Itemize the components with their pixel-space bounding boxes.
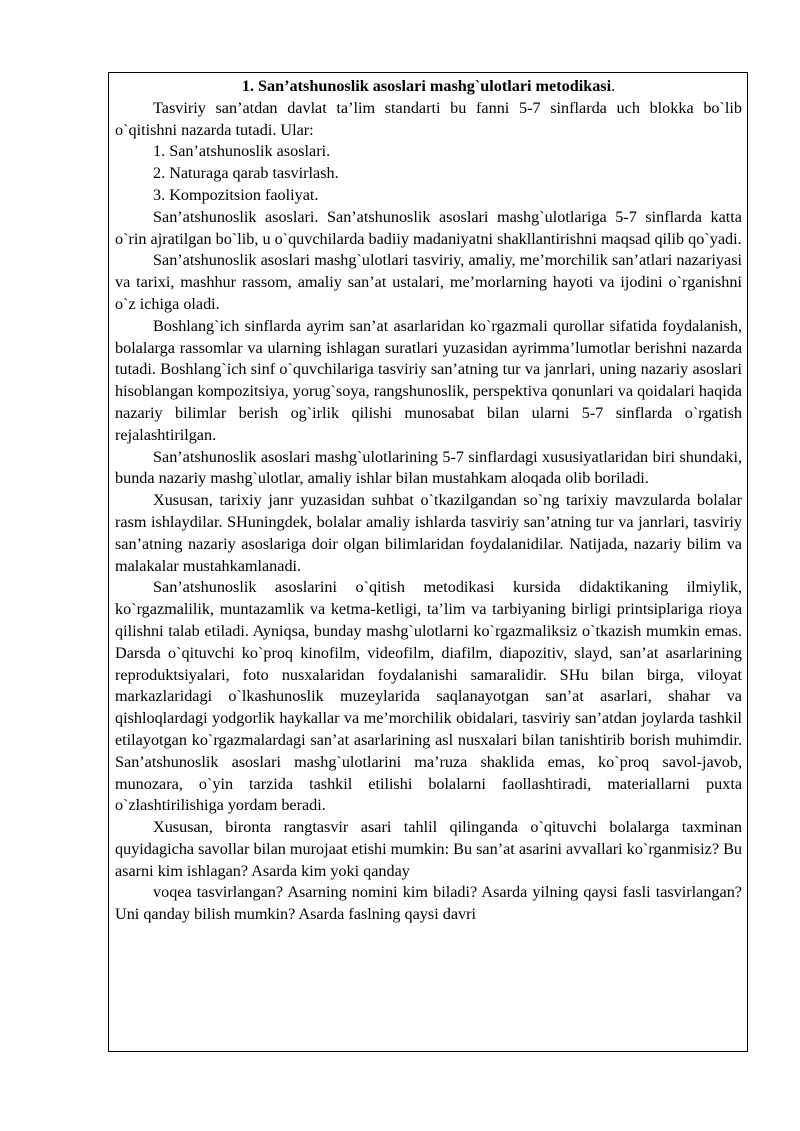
paragraph: San’atshunoslik asoslari mashg`ulotlarining 5-7 sinflardagi xususiyatlaridan biri shundaki, bunda nazariy mashg`ulotlar, amaliy ishlar bilan mustahkam aloqada olib boriladi. <box>115 447 742 488</box>
list-item-1: 1. San’atshunoslik asoslari. <box>153 142 331 161</box>
paragraph: San’atshunoslik asoslari mashg`ulotlari tasviriy, amaliy, me’morchilik san’atlari nazariyasi va tarixi, mashhur rassom, amaliy san’at ustalari, me’morlarning hayoti va ijodini o`rganishni o`z ichiga oladi. <box>115 251 742 313</box>
paragraph: San’atshunoslik asoslarini o`qitish metodikasi kursida didaktikaning ilmiylik, ko`rgazmalilik, muntazamlik va ketma-ketligi, ta’lim va tarbiyaning birligi printsiplariga rioya qilishni talab etiladi. Ayniqsa, bunday mashg`ulotlarni ko`rgazmaliksiz o`tkazish mumkin emas. Darsda o`qituvchi ko`proq kinofilm, videofilm, diafilm, diapozitiv, slayd, san’at asarlarining reproduktsiyalari, foto nusxalaridan foydalanishi samaralidir. SHu bilan birga, viloyat markazlaridagi o`lkashunoslik muzeylarida saqlanayotgan san’at asarlari, shahar va qishloqlardagi yodgorlik haykallar va me’morchilik obidalari, tasviriy san’atdan joylarda tashkil etilayotgan ko`rgazmalardagi san’at asarlarining asl nusxalari bilan tanishtirib borish muhimdir. San’atshunoslik asoslari mashg`ulotlarini ma’ruza shaklida emas, ko`proq savol-javob, munozara, o`yin tarzida tashkil etilishi bolalarni faollashtiradi, materiallarni puxta o`zlashtirilishiga yordam beradi. <box>115 578 742 815</box>
section-title-period: . <box>611 77 616 95</box>
paragraph-intro: Tasviriy san’atdan davlat ta’lim standarti bu fanni 5-7 sinflarda uch blokka bo`lib o`qitishni nazarda tutadi. Ular: <box>115 98 742 139</box>
section-title <box>115 76 742 98</box>
list-item-2: 2. Naturaga qarab tasvirlash. <box>153 164 339 183</box>
paragraph: Xususan, bironta rangtasvir asari tahlil qilinganda o`qituvchi bolalarga taxminan quyidagicha savollar bilan murojaat etishi mumkin: Bu san’at asarini avvallari ko`rganmisiz? Bu asarni kim ishlagan? Asarda kim yoki qanday <box>115 818 742 880</box>
paragraph: Boshlang`ich sinflarda ayrim san’at asarlaridan ko`rgazmali qurollar sifatida foydalanish, bolalarga rassomlar va ularning ishlagan suratlari yuzasidan ayrimma’lumotlar berishni nazarda tutadi. Boshlang`ich sinf o`quvchilariga tasviriy san’atning tur va janrlari, uning nazariy asoslari hisoblangan kompozitsiya, yorug`soya, rangshunoslik, perspektiva qonunlari va qoidalari haqida nazariy bilimlar berish og`irlik qilishi munosabat bilan ularni 5-7 sinflarda o`rgatish rejalashtirilgan. <box>115 316 742 444</box>
paragraph: San’atshunoslik asoslari. San’atshunoslik asoslari mashg`ulotlariga 5-7 sinflarda katta o`rin ajratilgan bo`lib, u o`quvchilarda badiiy madaniyatni shakllantirishni maqsad qilib qo`yadi. <box>115 207 742 248</box>
paragraph: voqea tasvirlangan? Asarning nomini kim biladi? Asarda yilning qaysi fasli tasvirlangan? Uni qanday bilish mumkin? Asarda faslning qaysi davri <box>115 883 742 924</box>
list-item-3: 3. Kompozitsion faoliyat. <box>153 185 319 204</box>
section-title-text: 1. San’atshunoslik asoslari mashg`ulotlari metodikasi <box>241 77 612 95</box>
paragraph: Xususan, tarixiy janr yuzasidan suhbat o`tkazilgandan so`ng tarixiy mavzularda bolalar rasm ishlaydilar. SHuningdek, bolalar amaliy ishlarda tasviriy san’atning tur va janrlari, tasviriy san’atning nazariy asoslariga doir olgan bilimlaridan foydalanidilar. Natijada, nazariy bilim va malakalar mustahkamlanadi. <box>115 491 742 575</box>
document-body <box>115 76 742 926</box>
